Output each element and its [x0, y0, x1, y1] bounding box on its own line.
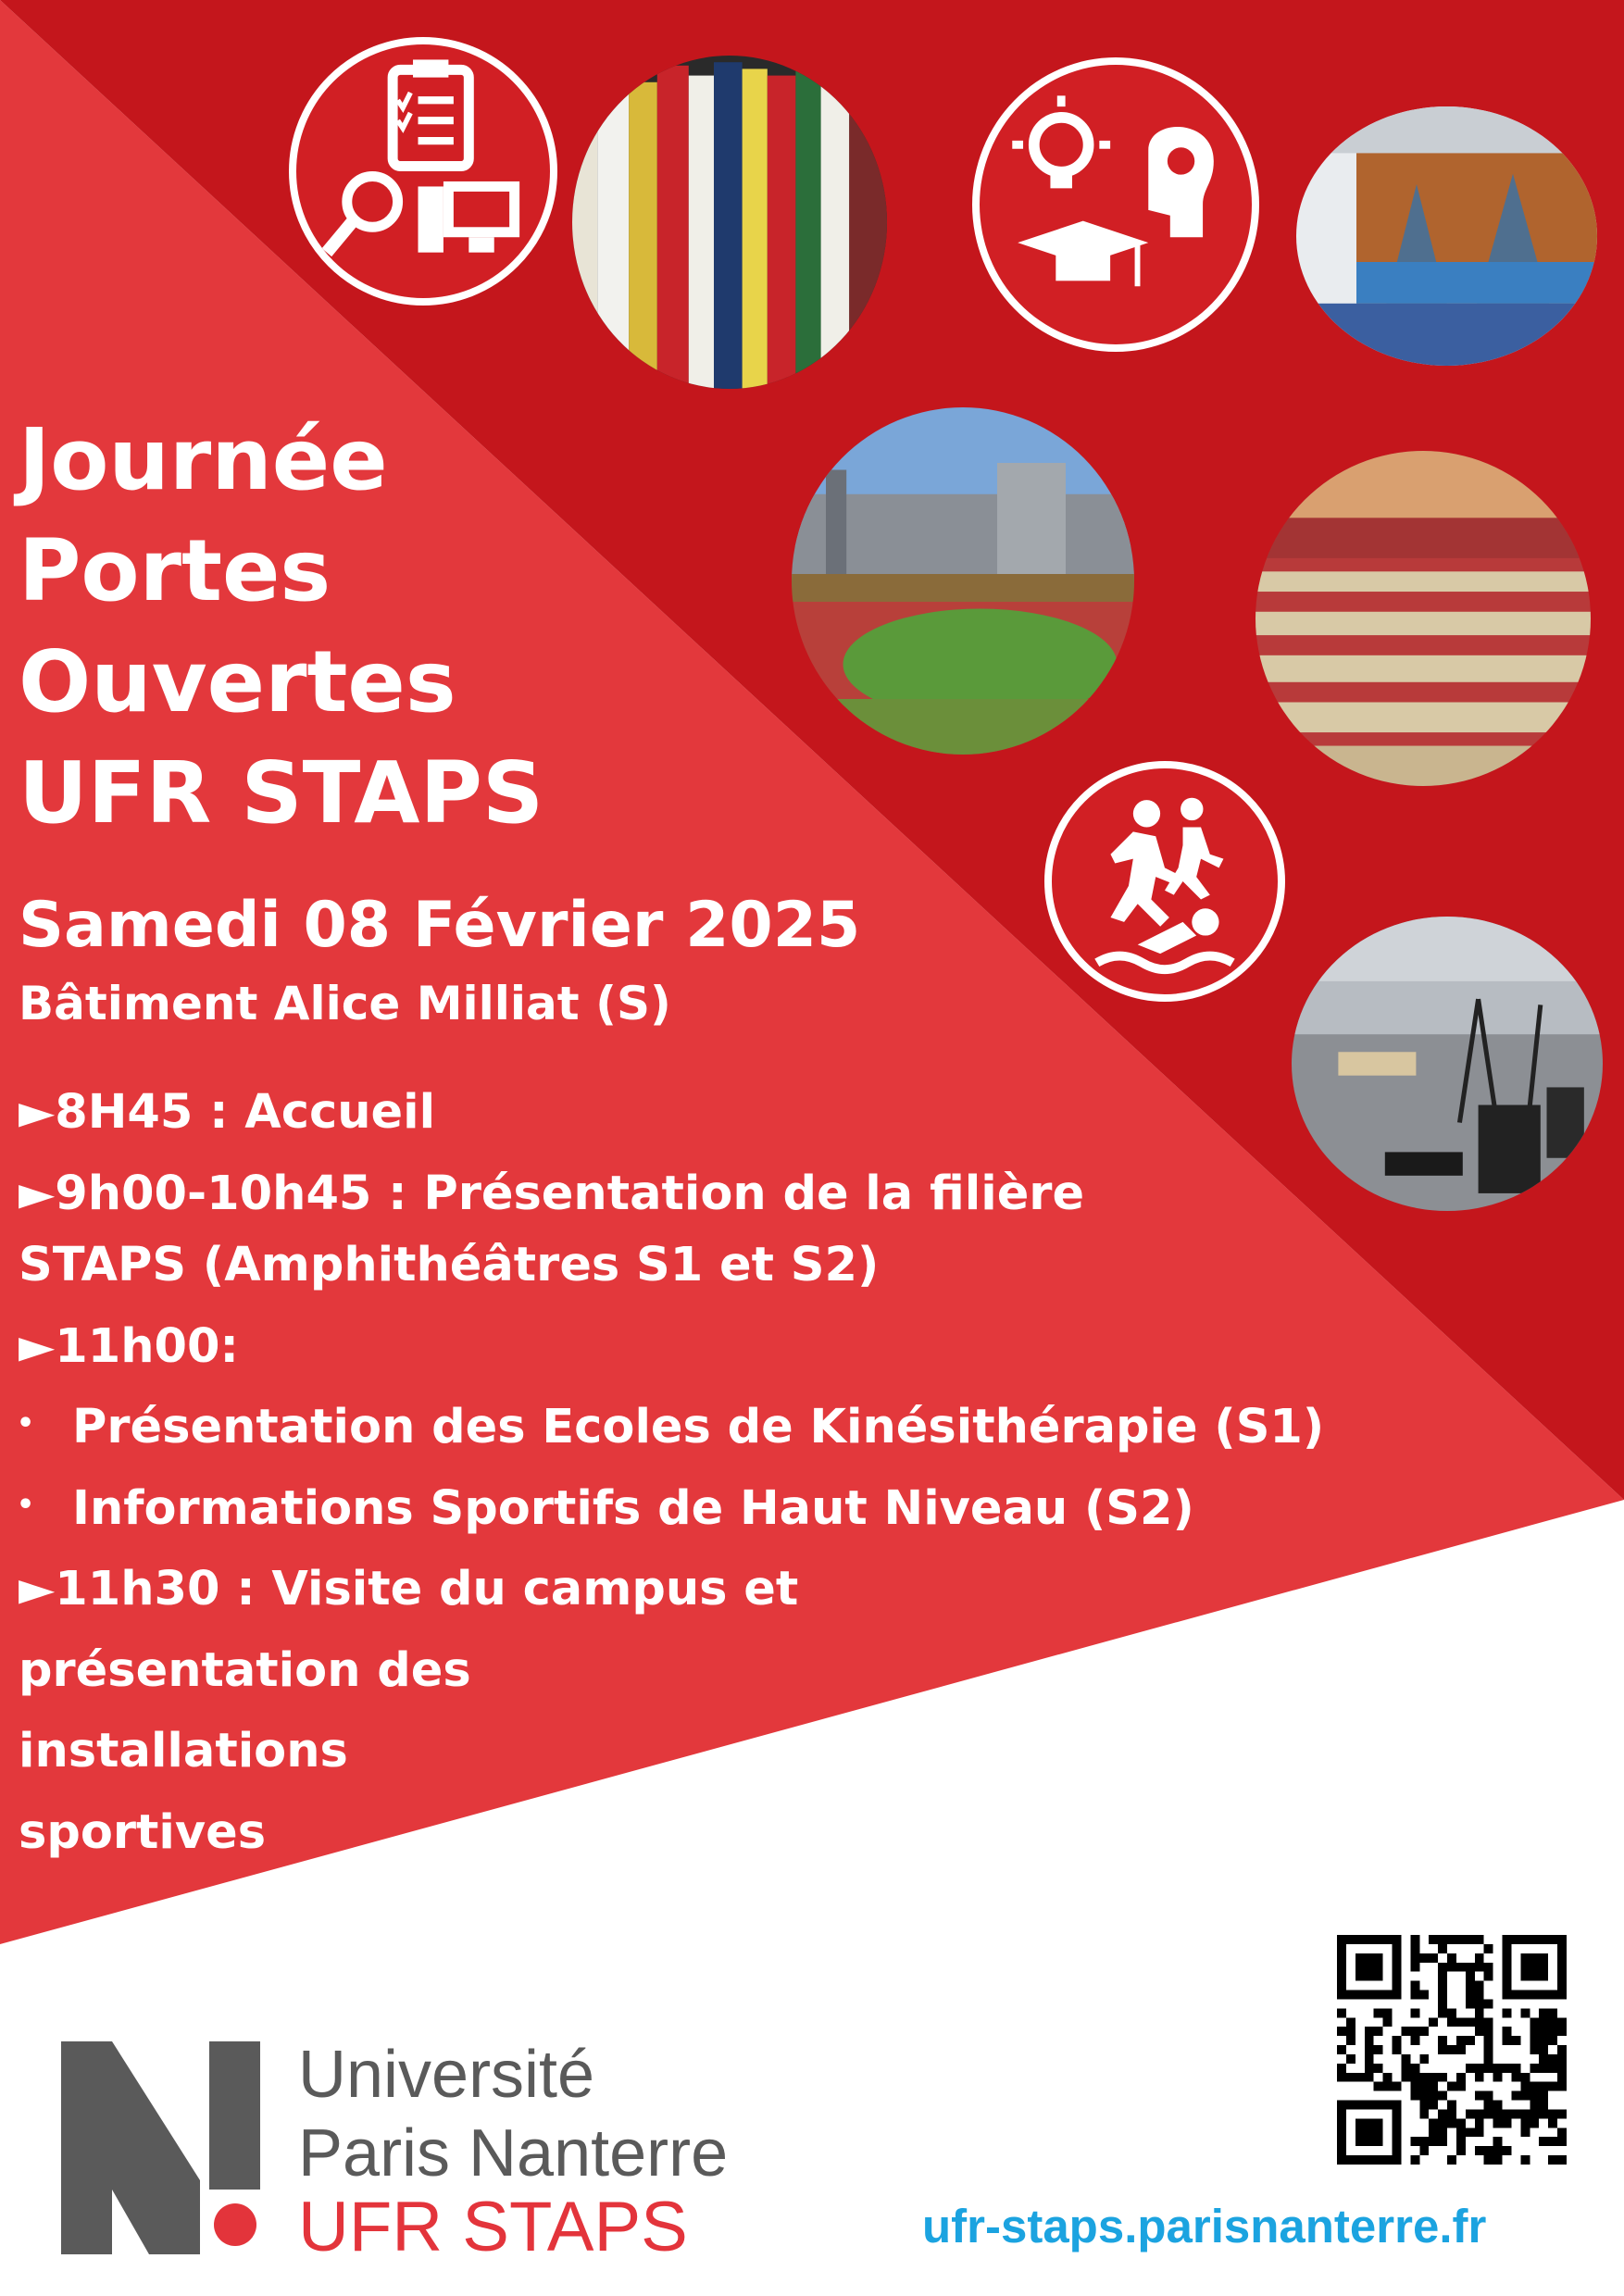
arrow-icon: ►: [19, 1167, 56, 1221]
title-line-4: UFR STAPS: [19, 743, 544, 842]
schedule-item-accueil: ►8H45 : Accueil: [19, 1085, 436, 1140]
books-photo: [572, 56, 887, 389]
lab-photo: [1292, 917, 1603, 1211]
event-building: Bâtiment Alice Milliat (S): [19, 977, 671, 1030]
schedule-item-presentation: ►9h00-10h45 : Présentation de la filière: [19, 1167, 1085, 1221]
event-date: Samedi 08 Février 2025: [19, 889, 861, 962]
logo-ufr-staps: UFR STAPS: [298, 2188, 688, 2266]
sports-icon: [1044, 761, 1285, 1002]
arrow-icon: ►: [19, 1085, 56, 1140]
qr-code[interactable]: [1337, 1935, 1567, 2165]
schedule-sub-shn: • Informations Sportifs de Haut Niveau (S2): [17, 1481, 1194, 1536]
arrow-icon: ►: [19, 1319, 56, 1374]
event-title: [19, 406, 543, 850]
learning-icon: [972, 57, 1259, 352]
research-icon: [289, 37, 557, 306]
schedule-item-presentation-cont: STAPS (Amphithéâtres S1 et S2): [19, 1238, 880, 1292]
title-line-2: Portes: [19, 521, 331, 620]
schedule-item-visite-line2: présentation des: [19, 1643, 471, 1698]
arrow-icon: ►: [19, 1562, 56, 1616]
logo-universite: Université: [298, 2038, 595, 2112]
logo-dot-icon: [214, 2203, 256, 2246]
schedule-item-visite-line3: installations: [19, 1724, 348, 1778]
schedule-item-visite-line4: sportives: [19, 1805, 267, 1860]
schedule-item-visite: ►11h30 : Visite du campus et: [19, 1562, 799, 1616]
schedule-sub-kine: • Présentation des Ecoles de Kinésithérapie (S1): [17, 1400, 1325, 1454]
title-line-1: Journée: [19, 410, 388, 509]
amphitheatre-photo: [1255, 451, 1591, 786]
bullet-icon: •: [17, 1407, 35, 1440]
schedule-item-11h00: ►11h00:: [19, 1319, 239, 1374]
climbing-wall-photo: [1296, 106, 1597, 366]
title-line-3: Ouvertes: [19, 632, 456, 731]
logo-paris-nanterre: Paris Nanterre: [298, 2116, 729, 2190]
stadium-photo: [792, 407, 1134, 755]
website-link[interactable]: ufr-staps.parisnanterre.fr: [922, 2200, 1487, 2252]
bullet-icon: •: [17, 1489, 35, 1521]
